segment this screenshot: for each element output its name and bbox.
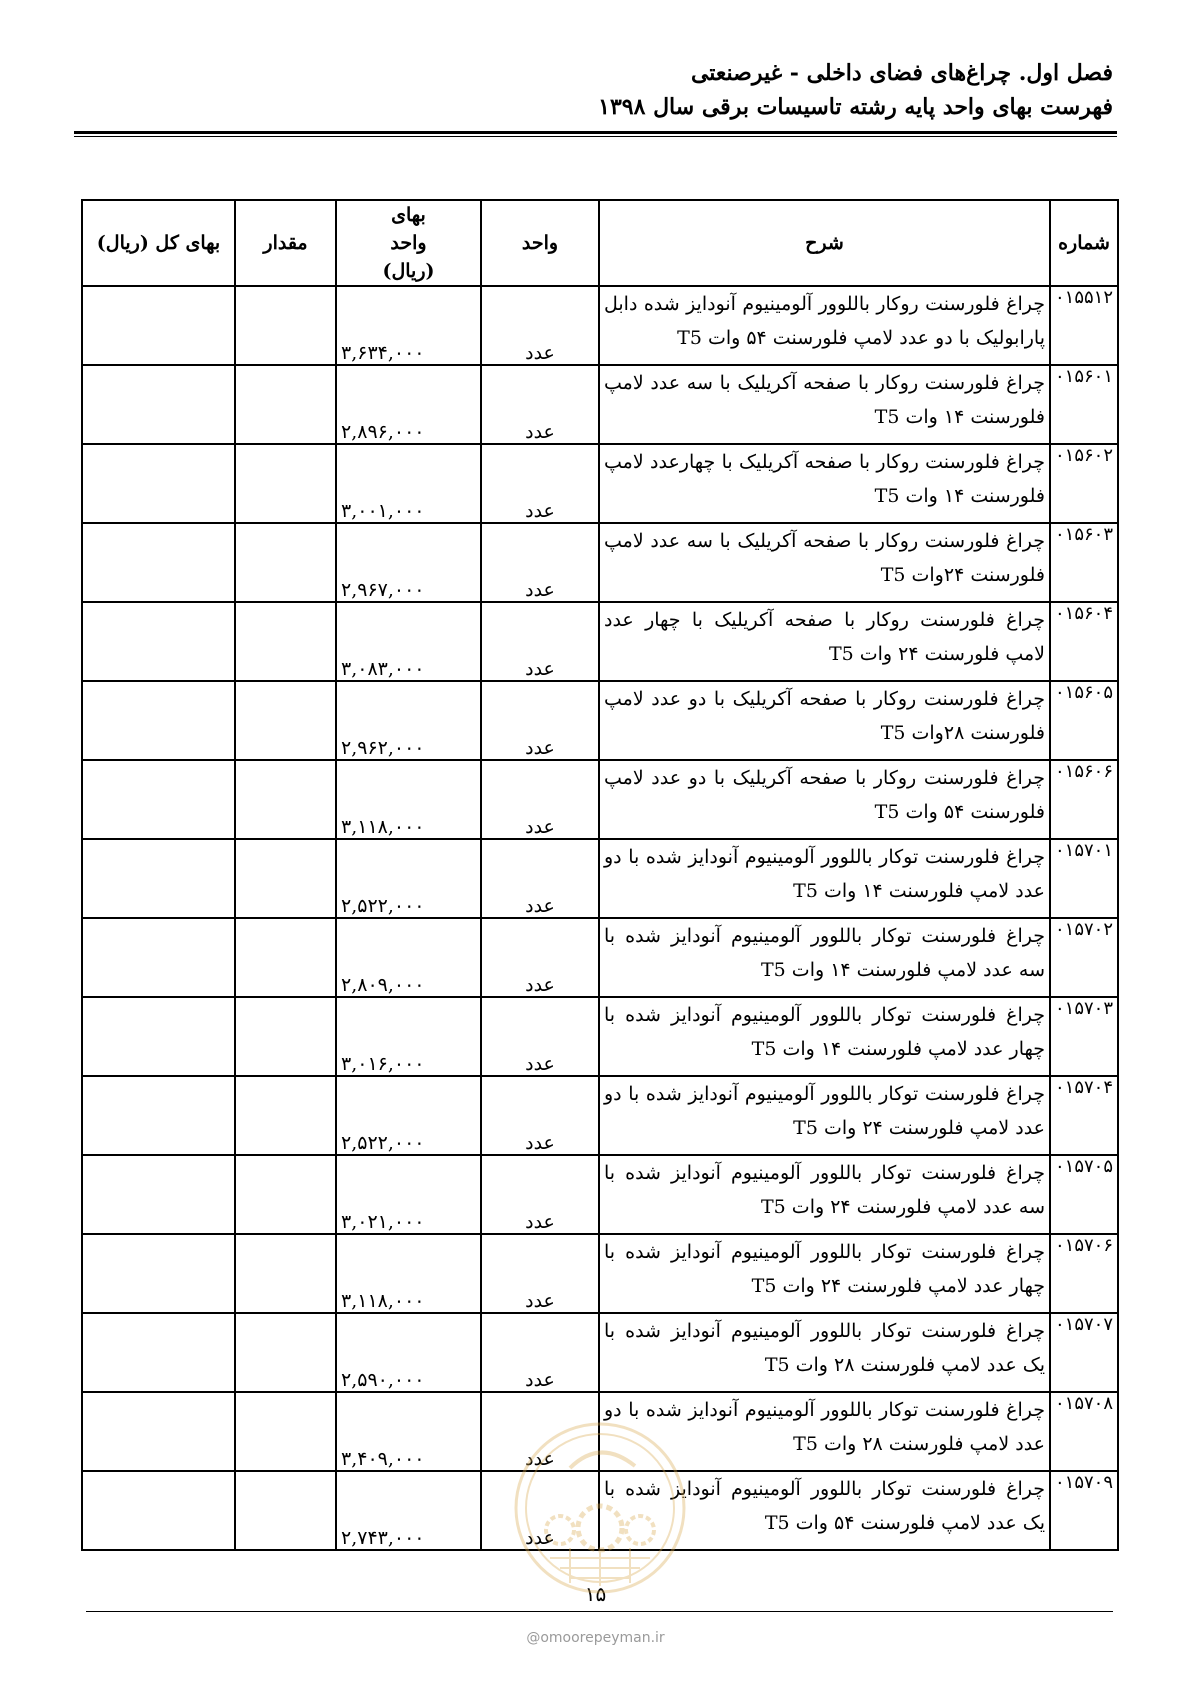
table-body: [82, 286, 1118, 1550]
table-row: [82, 681, 1118, 760]
item-total-price: [82, 918, 235, 997]
item-quantity: [235, 1076, 336, 1155]
header-rule-thick: [74, 131, 1117, 134]
item-unit: عدد: [481, 1234, 599, 1313]
item-unit: عدد: [481, 1155, 599, 1234]
item-total-price: [82, 1076, 235, 1155]
item-number: ۰۱۵۶۰۱: [1050, 365, 1118, 444]
item-unit-price: ۲,۵۹۰,۰۰۰: [336, 1313, 481, 1392]
item-unit: عدد: [481, 523, 599, 602]
item-quantity: [235, 1392, 336, 1471]
item-total-price: [82, 1471, 235, 1550]
item-number: ۰۱۵۶۰۴: [1050, 602, 1118, 681]
item-number: ۰۱۵۶۰۲: [1050, 444, 1118, 523]
item-description: چراغ فلورسنت توکار باللوور آلومینیوم آنودایز شده با سه عدد لامپ فلورسنت ۱۴ وات T5: [599, 918, 1050, 997]
item-quantity: [235, 1471, 336, 1550]
item-description: چراغ فلورسنت توکار باللوور آلومینیوم آنودایز شده با سه عدد لامپ فلورسنت ۲۴ وات T5: [599, 1155, 1050, 1234]
col-header-description: شرح: [599, 200, 1050, 286]
item-total-price: [82, 760, 235, 839]
item-unit: عدد: [481, 1471, 599, 1550]
item-quantity: [235, 1234, 336, 1313]
item-quantity: [235, 602, 336, 681]
item-total-price: [82, 839, 235, 918]
item-unit-price: ۳,۰۰۱,۰۰۰: [336, 444, 481, 523]
item-quantity: [235, 444, 336, 523]
item-description: چراغ فلورسنت روکار باللوور آلومینیوم آنودایز شده دابل پارابولیک با دو عدد لامپ فلورسنت ۵۴ وات T5: [599, 286, 1050, 365]
item-number: ۰۱۵۷۰۹: [1050, 1471, 1118, 1550]
item-unit: عدد: [481, 839, 599, 918]
item-unit: عدد: [481, 602, 599, 681]
item-unit-price: ۳,۰۲۱,۰۰۰: [336, 1155, 481, 1234]
col-header-quantity: مقدار: [235, 200, 336, 286]
item-description: چراغ فلورسنت توکار باللوور آلومینیوم آنودایز شده با یک عدد لامپ فلورسنت ۲۸ وات T5: [599, 1313, 1050, 1392]
item-quantity: [235, 1313, 336, 1392]
item-unit-price: ۲,۸۰۹,۰۰۰: [336, 918, 481, 997]
item-unit: عدد: [481, 760, 599, 839]
item-description: چراغ فلورسنت توکار باللوور آلومینیوم آنودایز شده با دو عدد لامپ فلورسنت ۲۸ وات T5: [599, 1392, 1050, 1471]
table-row: [82, 523, 1118, 602]
item-unit-price: ۲,۵۲۲,۰۰۰: [336, 839, 481, 918]
header-rule-thin: [74, 136, 1117, 137]
table-row: [82, 1471, 1118, 1550]
item-number: ۰۱۵۷۰۵: [1050, 1155, 1118, 1234]
price-table: [81, 199, 1119, 1551]
item-unit: عدد: [481, 286, 599, 365]
item-description: چراغ فلورسنت روکار با صفحه آکریلیک با دو عدد لامپ فلورسنت ۲۸وات T5: [599, 681, 1050, 760]
item-unit: عدد: [481, 444, 599, 523]
item-quantity: [235, 997, 336, 1076]
item-total-price: [82, 1313, 235, 1392]
item-number: ۰۱۵۶۰۵: [1050, 681, 1118, 760]
item-total-price: [82, 1392, 235, 1471]
item-description: چراغ فلورسنت روکار با صفحه آکریلیک با چهارعدد لامپ فلورسنت ۱۴ وات T5: [599, 444, 1050, 523]
item-quantity: [235, 839, 336, 918]
item-quantity: [235, 760, 336, 839]
table-row: [82, 839, 1118, 918]
table-header-row: [82, 200, 1118, 286]
item-total-price: [82, 1155, 235, 1234]
col-header-unit-price: بهای واحد (ریال): [336, 200, 481, 286]
page-header: [598, 56, 1113, 124]
footer-rule: [86, 1611, 1113, 1612]
col-header-total-price: بهای کل (ریال): [82, 200, 235, 286]
item-unit-price: ۲,۷۴۳,۰۰۰: [336, 1471, 481, 1550]
item-total-price: [82, 681, 235, 760]
item-unit-price: ۲,۸۹۶,۰۰۰: [336, 365, 481, 444]
table-row: [82, 918, 1118, 997]
table-row: [82, 760, 1118, 839]
item-total-price: [82, 286, 235, 365]
item-quantity: [235, 286, 336, 365]
item-unit-price: ۲,۹۶۲,۰۰۰: [336, 681, 481, 760]
item-total-price: [82, 602, 235, 681]
item-number: ۰۱۵۷۰۳: [1050, 997, 1118, 1076]
item-unit: عدد: [481, 681, 599, 760]
item-description: چراغ فلورسنت روکار با صفحه آکریلیک با چهار عدد لامپ فلورسنت ۲۴ وات T5: [599, 602, 1050, 681]
item-description: چراغ فلورسنت توکار باللوور آلومینیوم آنودایز شده با دو عدد لامپ فلورسنت ۱۴ وات T5: [599, 839, 1050, 918]
item-unit: عدد: [481, 1076, 599, 1155]
price-list-title: فهرست بهای واحد پایه رشته تاسیسات برقی سال ۱۳۹۸: [598, 94, 1113, 120]
item-unit: عدد: [481, 365, 599, 444]
item-quantity: [235, 918, 336, 997]
item-unit: عدد: [481, 997, 599, 1076]
item-description: چراغ فلورسنت روکار با صفحه آکریلیک با سه عدد لامپ فلورسنت ۲۴وات T5: [599, 523, 1050, 602]
table-row: [82, 1155, 1118, 1234]
item-quantity: [235, 365, 336, 444]
item-unit: عدد: [481, 918, 599, 997]
item-description: چراغ فلورسنت توکار باللوور آلومینیوم آنودایز شده با چهار عدد لامپ فلورسنت ۱۴ وات T5: [599, 997, 1050, 1076]
table-row: [82, 365, 1118, 444]
col-header-number: شماره: [1050, 200, 1118, 286]
table-row: [82, 444, 1118, 523]
item-unit-price: ۳,۱۱۸,۰۰۰: [336, 1234, 481, 1313]
item-total-price: [82, 523, 235, 602]
table-row: [82, 1234, 1118, 1313]
table-row: [82, 1313, 1118, 1392]
item-number: ۰۱۵۶۰۳: [1050, 523, 1118, 602]
item-total-price: [82, 1234, 235, 1313]
item-total-price: [82, 365, 235, 444]
item-number: ۰۱۵۷۰۸: [1050, 1392, 1118, 1471]
item-unit-price: ۲,۵۲۲,۰۰۰: [336, 1076, 481, 1155]
table-row: [82, 286, 1118, 365]
page-number: ۱۵: [584, 1582, 607, 1606]
website-watermark-text: @omoorepeyman.ir: [526, 1630, 665, 1646]
item-unit-price: ۳,۶۳۴,۰۰۰: [336, 286, 481, 365]
item-description: چراغ فلورسنت توکار باللوور آلومینیوم آنودایز شده با چهار عدد لامپ فلورسنت ۲۴ وات T5: [599, 1234, 1050, 1313]
item-unit-price: ۳,۰۱۶,۰۰۰: [336, 997, 481, 1076]
item-description: چراغ فلورسنت توکار باللوور آلومینیوم آنودایز شده با دو عدد لامپ فلورسنت ۲۴ وات T5: [599, 1076, 1050, 1155]
item-quantity: [235, 523, 336, 602]
item-total-price: [82, 444, 235, 523]
item-total-price: [82, 997, 235, 1076]
item-description: چراغ فلورسنت روکار با صفحه آکریلیک با دو عدد لامپ فلورسنت ۵۴ وات T5: [599, 760, 1050, 839]
item-unit: عدد: [481, 1392, 599, 1471]
table-row: [82, 602, 1118, 681]
table-row: [82, 1392, 1118, 1471]
item-unit-price: ۳,۴۰۹,۰۰۰: [336, 1392, 481, 1471]
item-number: ۰۱۵۷۰۴: [1050, 1076, 1118, 1155]
item-unit-price: ۳,۱۱۸,۰۰۰: [336, 760, 481, 839]
chapter-title: فصل اول. چراغ‌های فضای داخلی - غیرصنعتی: [690, 60, 1113, 86]
item-description: چراغ فلورسنت توکار باللوور آلومینیوم آنودایز شده با یک عدد لامپ فلورسنت ۵۴ وات T5: [599, 1471, 1050, 1550]
item-unit: عدد: [481, 1313, 599, 1392]
item-unit-price: ۳,۰۸۳,۰۰۰: [336, 602, 481, 681]
item-number: ۰۱۵۷۰۶: [1050, 1234, 1118, 1313]
item-number: ۰۱۵۷۰۱: [1050, 839, 1118, 918]
item-number: ۰۱۵۷۰۲: [1050, 918, 1118, 997]
item-number: ۰۱۵۷۰۷: [1050, 1313, 1118, 1392]
table-row: [82, 997, 1118, 1076]
item-unit-price: ۲,۹۶۷,۰۰۰: [336, 523, 481, 602]
item-quantity: [235, 1155, 336, 1234]
item-number: ۰۱۵۶۰۶: [1050, 760, 1118, 839]
item-number: ۰۱۵۵۱۲: [1050, 286, 1118, 365]
col-header-unit: واحد: [481, 200, 599, 286]
table-row: [82, 1076, 1118, 1155]
item-description: چراغ فلورسنت روکار با صفحه آکریلیک با سه عدد لامپ فلورسنت ۱۴ وات T5: [599, 365, 1050, 444]
item-quantity: [235, 681, 336, 760]
